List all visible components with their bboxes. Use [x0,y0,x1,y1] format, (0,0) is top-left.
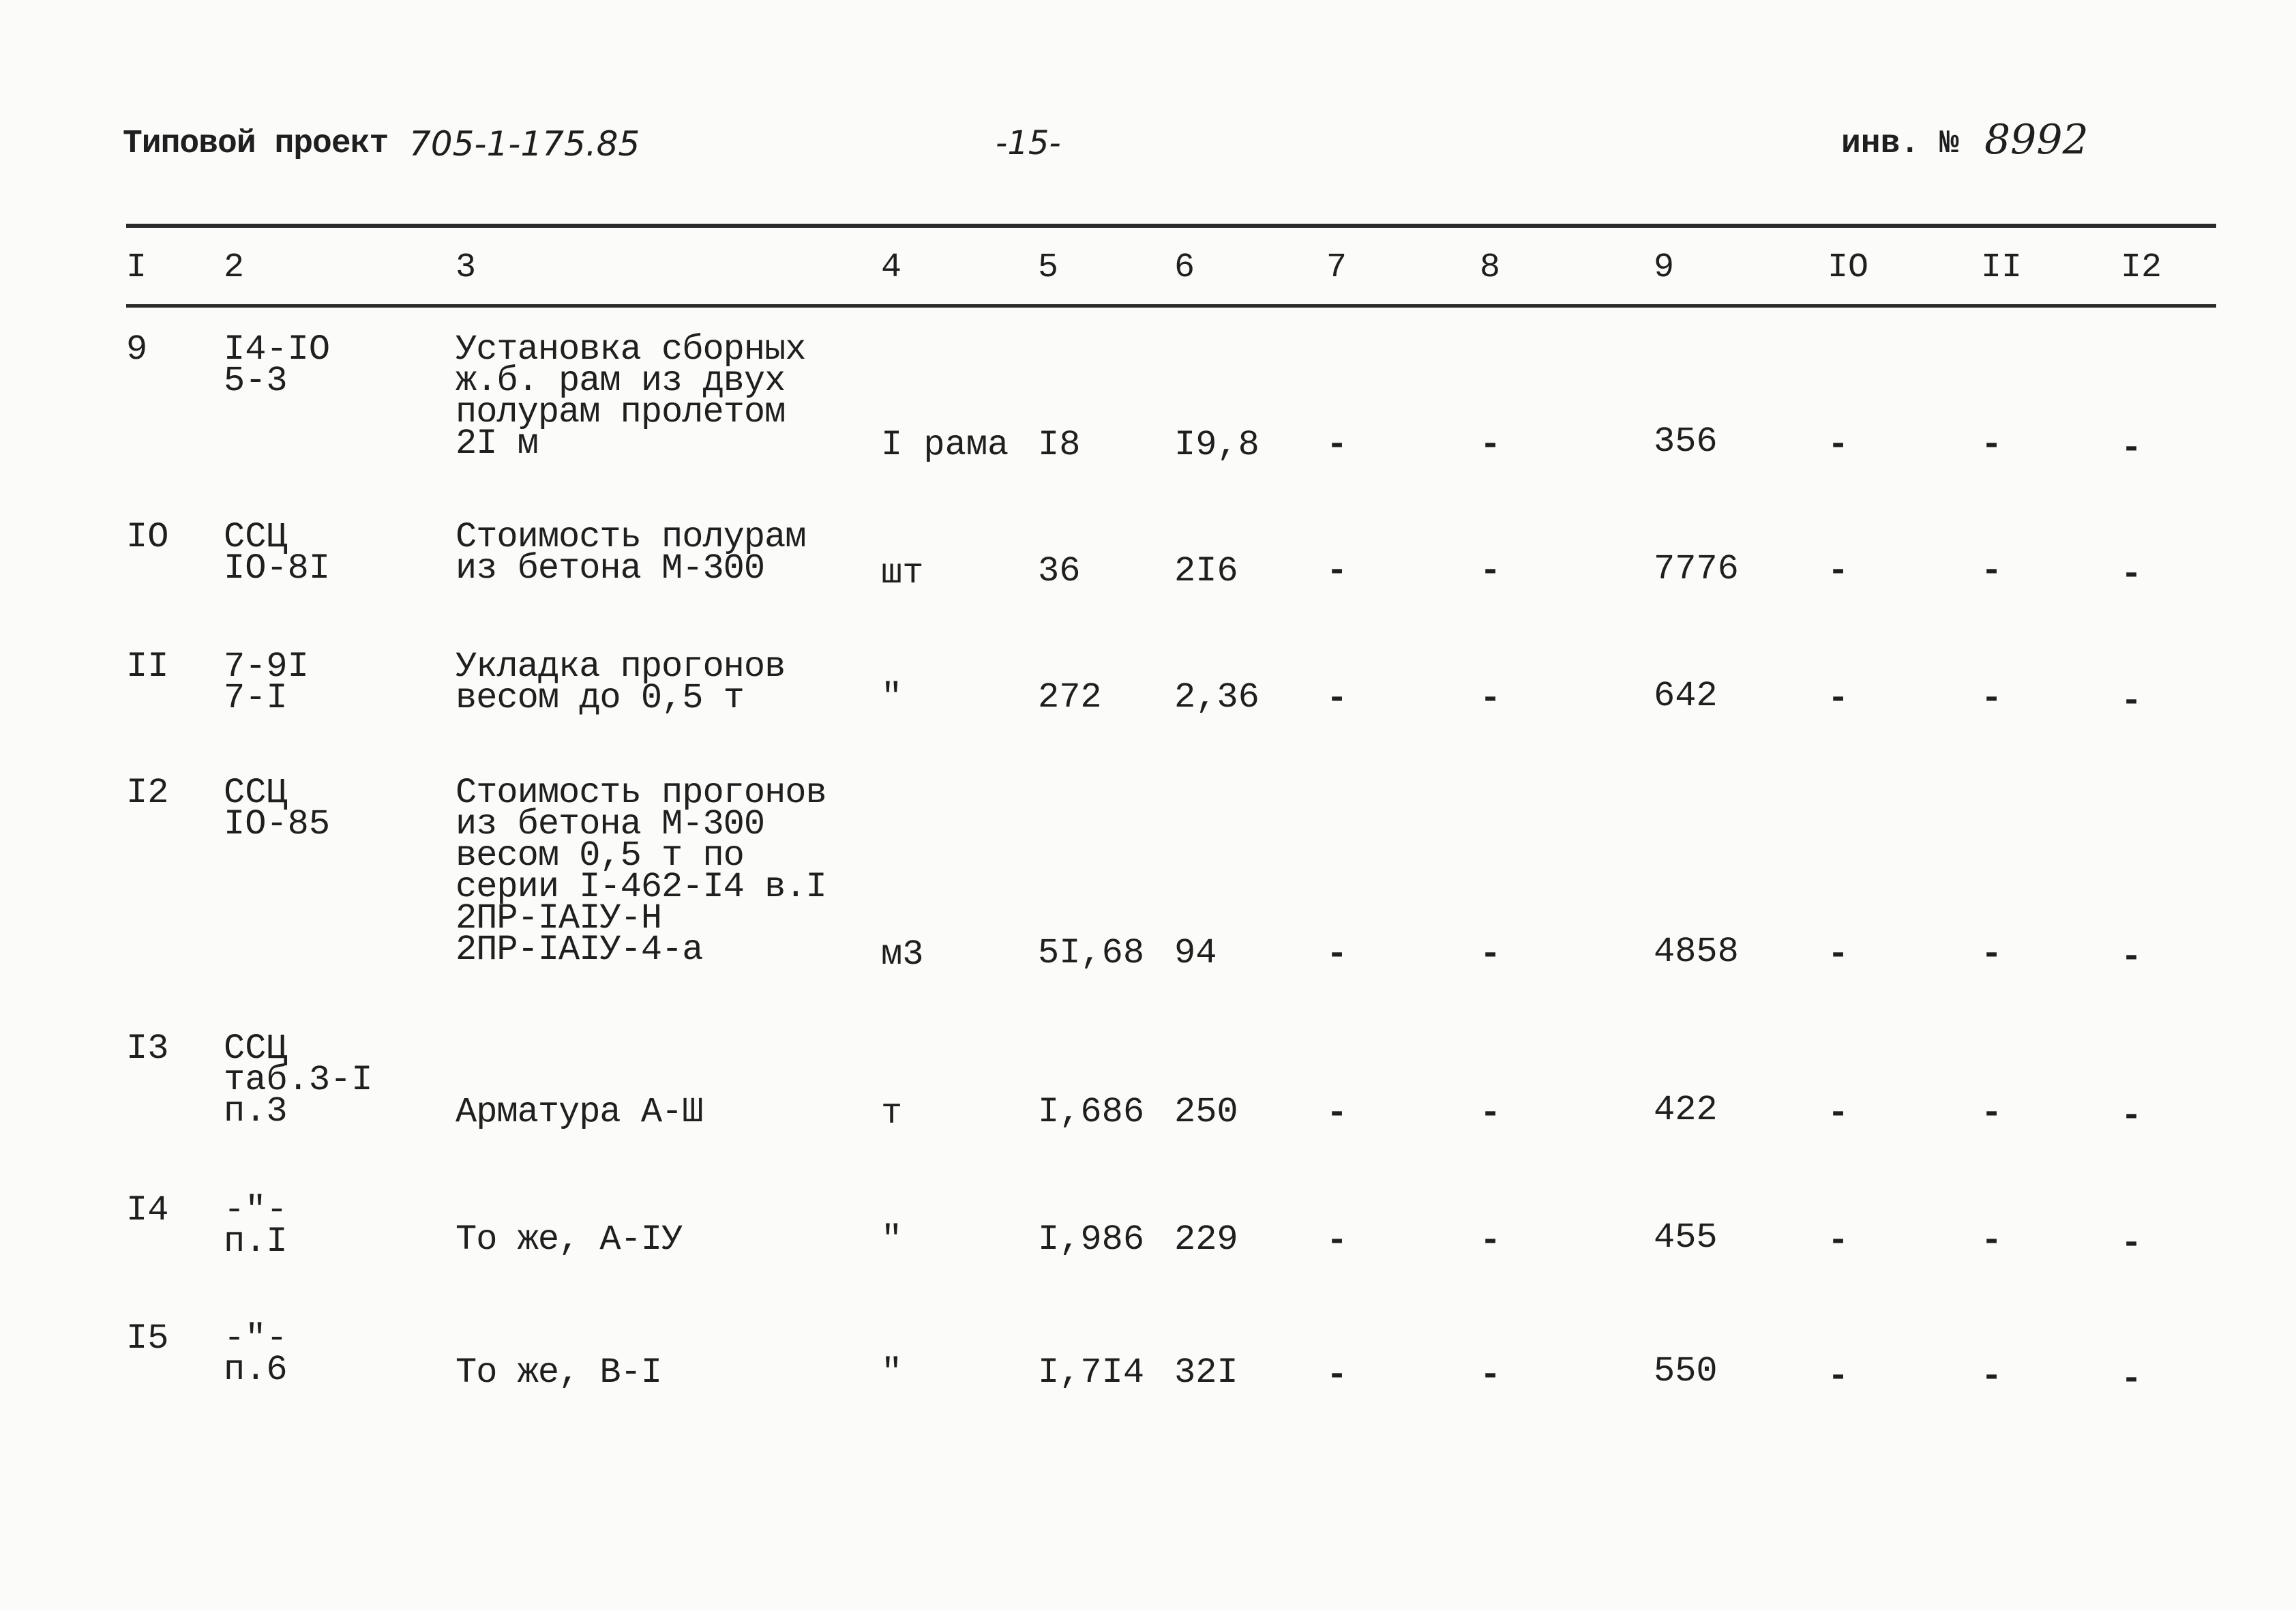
row-price: I9,8 [1174,425,1259,465]
row-quantity: I,686 [1038,1092,1145,1132]
row-price: 32I [1174,1353,1238,1393]
row-total: 422 [1654,1090,1718,1130]
row-col10: - [1828,551,1849,591]
row-code: -"- п.I [224,1190,288,1262]
row-number: II [126,647,169,687]
row-total: 4858 [1654,932,1739,972]
row-quantity: I,7I4 [1038,1353,1145,1393]
row-number: I5 [126,1318,169,1359]
row-col8: - [1480,425,1502,465]
row-total: 550 [1654,1351,1718,1391]
row-col10: - [1828,1221,1849,1261]
row-price: 94 [1174,933,1217,973]
row-col12: - [2121,428,2143,469]
row-unit: м3 [881,934,924,975]
row-total: 455 [1654,1217,1718,1258]
inventory-number: 8992 [1984,116,2089,164]
row-code: -"- п.6 [224,1318,288,1390]
row-col7: - [1326,551,1348,591]
column-number: I [126,248,147,287]
row-col11: - [1981,1357,2003,1397]
row-col7: - [1326,1221,1348,1261]
row-col11: - [1981,551,2003,591]
column-number: 4 [881,248,902,287]
row-description: Укладка прогонов весом до 0,5 т [456,647,786,718]
row-col7: - [1326,425,1348,465]
column-number: 7 [1326,248,1347,287]
row-number: I4 [126,1190,169,1230]
column-number: 3 [456,248,477,287]
column-number: 6 [1174,248,1195,287]
row-price: 2,36 [1174,677,1259,718]
row-col8: - [1480,934,1502,975]
row-number: 9 [126,329,148,370]
row-col8: - [1480,551,1502,591]
row-col12: - [2121,1359,2143,1400]
inventory-label: инв. № [1841,125,1959,162]
column-number: IO [1828,248,1869,287]
row-total: 7776 [1654,549,1739,589]
row-col7: - [1326,934,1348,975]
row-unit: т [881,1093,903,1134]
row-col12: - [2121,555,2143,595]
project-label: Типовой проект [123,125,389,162]
row-quantity: 36 [1038,551,1081,591]
row-col11: - [1981,1221,2003,1261]
row-col10: - [1828,1357,1849,1397]
row-number: I2 [126,773,169,813]
row-col7: - [1326,1355,1348,1395]
row-col8: - [1480,1221,1502,1261]
row-col11: - [1981,1093,2003,1134]
row-code: ССЦ IO-8I [224,517,331,589]
row-col11: - [1981,679,2003,719]
row-unit: " [881,1353,903,1393]
row-quantity: 5I,68 [1038,933,1145,973]
row-unit: I рама [881,425,1009,465]
row-col10: - [1828,425,1849,465]
column-number: 2 [224,248,245,287]
row-price: 229 [1174,1220,1238,1260]
row-col11: - [1981,425,2003,465]
row-col12: - [2121,937,2143,977]
row-description: Установка сборных ж.б. рам из двух полурам пролетом 2I м [456,329,806,464]
row-description: Стоимость прогонов из бетона М-300 весом 0,5 т по серии I-462-I4 в.I 2ПР-IAIУ-Н 2ПР-IAIУ-4-а [456,773,826,970]
row-col10: - [1828,679,1849,719]
row-total: 642 [1654,676,1718,716]
row-col8: - [1480,1093,1502,1134]
row-code: ССЦ IO-85 [224,773,331,844]
row-description: То же, А-IУ [456,1220,683,1260]
row-col8: - [1480,1355,1502,1395]
row-col11: - [1981,934,2003,975]
row-number: IO [126,517,169,557]
row-total: 356 [1654,422,1718,462]
column-number: I2 [2121,248,2162,287]
row-code: 7-9I 7-I [224,647,309,718]
row-number: I3 [126,1029,169,1069]
row-description: Стоимость полурам из бетона М-300 [456,517,806,589]
row-col12: - [2121,1224,2143,1264]
row-price: 2I6 [1174,551,1238,591]
row-col8: - [1480,679,1502,719]
row-price: 250 [1174,1092,1238,1132]
page-number: -15- [996,124,1061,162]
column-number: 5 [1038,248,1059,287]
row-col12: - [2121,681,2143,722]
column-number: II [1981,248,2023,287]
row-col10: - [1828,1093,1849,1134]
row-col7: - [1326,679,1348,719]
row-unit: " [881,1220,903,1260]
row-quantity: I,986 [1038,1220,1145,1260]
row-description: То же, В-I [456,1353,662,1393]
row-quantity: 272 [1038,677,1102,718]
row-quantity: I8 [1038,425,1081,465]
row-unit: шт [881,553,924,593]
project-code: 705-1-175.85 [409,124,640,164]
column-number: 8 [1480,248,1501,287]
row-code: ССЦ таб.3-I п.3 [224,1029,373,1132]
row-col12: - [2121,1096,2143,1136]
row-col10: - [1828,934,1849,975]
row-code: I4-IO 5-3 [224,329,331,401]
row-unit: " [881,677,903,718]
row-col7: - [1326,1093,1348,1134]
row-description: Арматура А-Ш [456,1092,703,1132]
column-number: 9 [1654,248,1675,287]
